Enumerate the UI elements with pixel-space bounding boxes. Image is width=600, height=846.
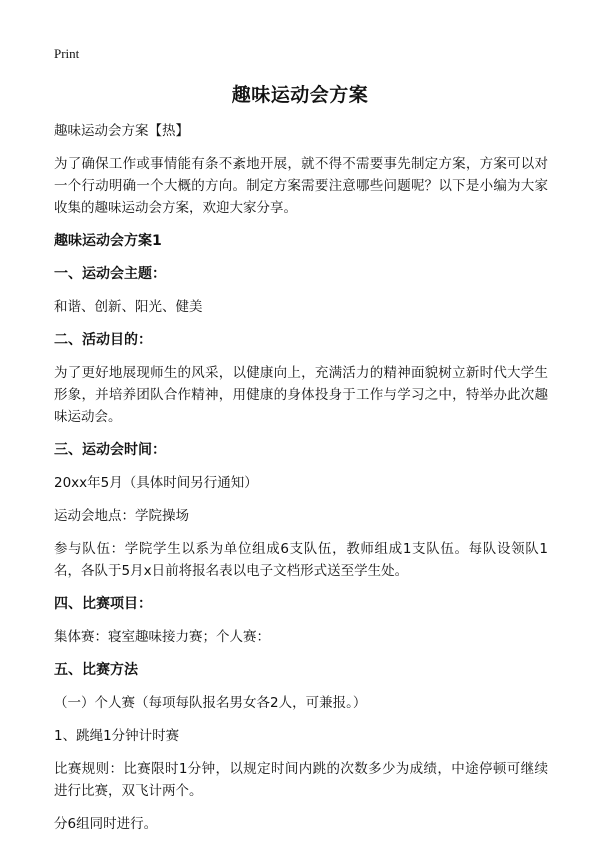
paragraph-individual: （一）个人赛（每项每队报名男女各2人，可兼报。） bbox=[54, 695, 367, 711]
paragraph-theme: 和谐、创新、阳光、健美 bbox=[54, 299, 203, 315]
paragraph-location: 运动会地点：学院操场 bbox=[54, 508, 189, 524]
paragraph-groups: 分6组同时进行。 bbox=[54, 816, 158, 832]
heading-theme: 一、运动会主题： bbox=[54, 266, 166, 282]
section-heading-plan-1: 趣味运动会方案1 bbox=[54, 233, 162, 249]
paragraph-time: 20xx年5月（具体时间另行通知） bbox=[54, 475, 258, 491]
intro-paragraph: 为了确保工作或事情能有条不紊地开展，就不得不需要事先制定方案，方案可以对一个行动明确一个大概的方向。制定方案需要注意哪些问题呢？以下是小编为大家收集的趣味运动会方案，欢迎大家分享。 bbox=[54, 156, 548, 216]
document-body bbox=[54, 120, 548, 846]
print-link[interactable]: Print bbox=[54, 46, 80, 61]
paragraph-teams: 参与队伍：学院学生以系为单位组成6支队伍，教师组成1支队伍。每队设领队1名，各队于5月x日前将报名表以电子文档形式送至学生处。 bbox=[54, 541, 548, 579]
paragraph-purpose: 为了更好地展现师生的风采，以健康向上，充满活力的精神面貌树立新时代大学生形象，并培养团队合作精神，用健康的身体投身于工作与学习之中，特举办此次趣味运动会。 bbox=[54, 365, 548, 425]
paragraph-events: 集体赛：寝室趣味接力赛；个人赛： bbox=[54, 629, 270, 645]
heading-methods: 五、比赛方法 bbox=[54, 662, 138, 678]
paragraph-rules: 比赛规则：比赛限时1分钟，以规定时间内跳的次数多少为成绩，中途停顿可继续进行比赛，双飞计两个。 bbox=[54, 761, 548, 799]
paragraph-rope-skipping: 1、跳绳1分钟计时赛 bbox=[54, 728, 180, 744]
heading-time: 三、运动会时间： bbox=[54, 442, 166, 458]
intro-subtitle: 趣味运动会方案【热】 bbox=[54, 123, 189, 139]
heading-purpose: 二、活动目的： bbox=[54, 332, 152, 348]
document-title: 趣味运动会方案 bbox=[231, 84, 369, 106]
heading-events: 四、比赛项目： bbox=[54, 596, 152, 612]
